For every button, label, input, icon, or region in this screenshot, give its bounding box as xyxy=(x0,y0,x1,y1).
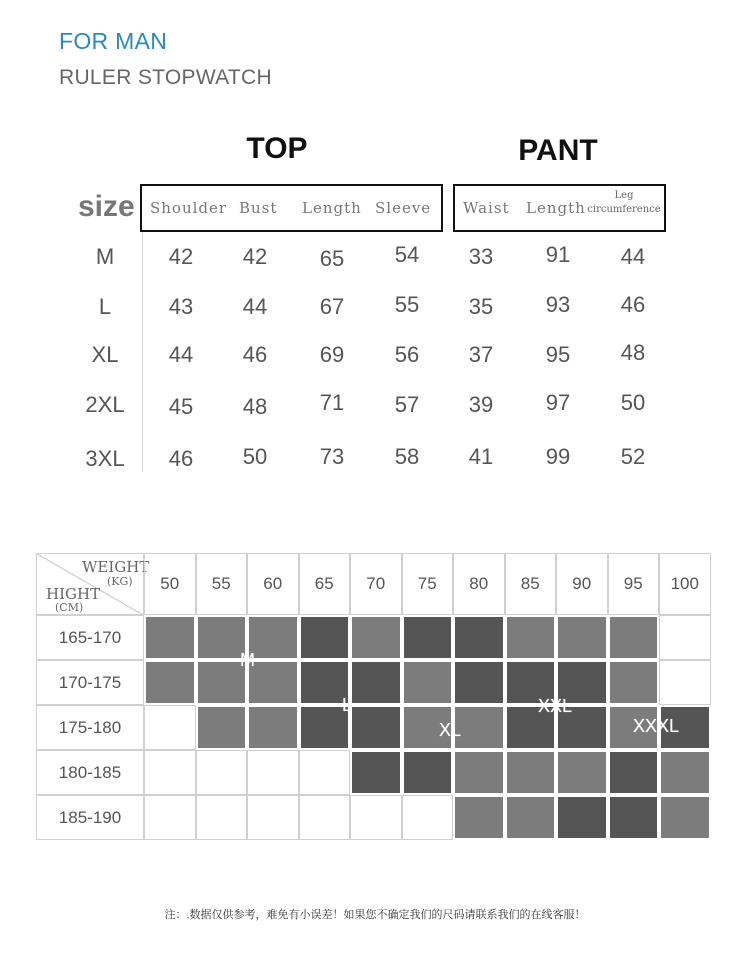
zone-label: XXXL xyxy=(633,716,680,736)
empty-cell xyxy=(659,615,711,660)
weight-header: 60 xyxy=(247,553,299,615)
leg-circumference-value: 52 xyxy=(620,444,646,469)
weight-header: 65 xyxy=(299,553,351,615)
pant-length-value: 91 xyxy=(545,242,571,267)
top-section-title: TOP xyxy=(246,132,308,165)
empty-cell xyxy=(402,795,454,840)
zone-label: M xyxy=(240,650,255,670)
size-zone-cell xyxy=(608,750,660,795)
sleeve-value: 58 xyxy=(394,444,420,469)
shoulder-value: 44 xyxy=(168,342,194,367)
brand-subtitle: RULER STOPWATCH xyxy=(59,66,272,89)
size-column-divider xyxy=(142,232,143,472)
empty-cell xyxy=(247,795,299,840)
size-zone-cell xyxy=(659,795,711,840)
shoulder-value: 45 xyxy=(168,394,194,419)
size-zone-cell xyxy=(556,615,608,660)
weight-header: 90 xyxy=(556,553,608,615)
size-zone-cell xyxy=(144,615,196,660)
size-zone-cell xyxy=(350,750,402,795)
waist-value: 37 xyxy=(468,342,494,367)
size-zone-cell xyxy=(299,615,351,660)
size-cell: L xyxy=(98,294,112,319)
leg-circumference-value: 46 xyxy=(620,292,646,317)
header-leg-circumference xyxy=(584,189,664,217)
size-zone-cell xyxy=(505,750,557,795)
header-leg-line1: Leg xyxy=(614,190,634,201)
size-zone-cell xyxy=(247,705,299,750)
header-pant-length: Length xyxy=(526,199,586,217)
size-zone-cell xyxy=(556,795,608,840)
weight-header: 85 xyxy=(505,553,557,615)
length-value: 69 xyxy=(319,342,345,367)
size-zone-cell xyxy=(659,750,711,795)
size-zone-cell xyxy=(453,615,505,660)
shoulder-value: 46 xyxy=(168,446,194,471)
size-zone-cell xyxy=(402,660,454,705)
height-header: 165-170 xyxy=(36,615,144,660)
waist-value: 35 xyxy=(468,294,494,319)
bust-value: 48 xyxy=(242,394,268,419)
bust-value: 46 xyxy=(242,342,268,367)
footnote: 注：.数据仅供参考，难免有小误差！如果您不确定我们的尺码请联系我们的在线客服！ xyxy=(164,909,586,921)
sleeve-value: 54 xyxy=(394,242,420,267)
empty-cell xyxy=(299,750,351,795)
size-zone-cell xyxy=(453,660,505,705)
size-cell: 2XL xyxy=(85,392,125,417)
leg-circumference-value: 50 xyxy=(620,390,646,415)
weight-header: 70 xyxy=(350,553,402,615)
size-cell: M xyxy=(95,244,115,269)
size-zone-cell xyxy=(350,660,402,705)
pant-length-value: 97 xyxy=(545,390,571,415)
header-sleeve: Sleeve xyxy=(375,199,432,217)
waist-value: 33 xyxy=(468,244,494,269)
sleeve-value: 55 xyxy=(394,292,420,317)
leg-circumference-value: 44 xyxy=(620,244,646,269)
size-zone-cell xyxy=(144,660,196,705)
empty-cell xyxy=(196,750,248,795)
header-shoulder: Shoulder xyxy=(150,199,228,217)
zone-label: XL xyxy=(439,720,462,740)
empty-cell xyxy=(144,705,196,750)
length-value: 73 xyxy=(319,444,345,469)
empty-cell xyxy=(144,795,196,840)
length-value: 67 xyxy=(319,294,345,319)
chart-corner-cell xyxy=(36,553,150,615)
size-zone-cell xyxy=(453,750,505,795)
header-bust: Bust xyxy=(239,199,278,217)
size-zone-cell xyxy=(402,750,454,795)
size-zone-cell xyxy=(556,750,608,795)
sleeve-value: 56 xyxy=(394,342,420,367)
zone-label: XXL xyxy=(538,696,573,716)
size-cell: 3XL xyxy=(85,446,125,471)
size-zone-cell xyxy=(608,795,660,840)
zone-label: L xyxy=(342,695,353,715)
pant-length-value: 99 xyxy=(545,444,571,469)
length-value: 65 xyxy=(319,246,345,271)
height-header: 185-190 xyxy=(36,795,144,840)
pant-length-value: 93 xyxy=(545,292,571,317)
weight-header: 55 xyxy=(196,553,248,615)
weight-header: 80 xyxy=(453,553,505,615)
corner-label: HIGHT xyxy=(46,585,101,603)
corner-label: (CM) xyxy=(55,601,84,614)
empty-cell xyxy=(196,795,248,840)
bust-value: 50 xyxy=(242,444,268,469)
size-zone-cell xyxy=(350,615,402,660)
empty-cell xyxy=(659,660,711,705)
shoulder-value: 43 xyxy=(168,294,194,319)
weight-header: 50 xyxy=(144,553,196,615)
weight-header: 75 xyxy=(402,553,454,615)
bust-value: 42 xyxy=(242,244,268,269)
size-zone-cell xyxy=(196,705,248,750)
waist-value: 39 xyxy=(468,392,494,417)
empty-cell xyxy=(299,795,351,840)
leg-circumference-value: 48 xyxy=(620,340,646,365)
header-leg-line2: circumference xyxy=(587,204,661,215)
pant-length-value: 95 xyxy=(545,342,571,367)
size-zone-cell xyxy=(453,795,505,840)
size-zone-cell xyxy=(608,660,660,705)
header-waist: Waist xyxy=(463,199,510,217)
empty-cell xyxy=(144,750,196,795)
empty-cell xyxy=(247,750,299,795)
shoulder-value: 42 xyxy=(168,244,194,269)
height-header: 175-180 xyxy=(36,705,144,750)
sleeve-value: 57 xyxy=(394,392,420,417)
size-zone-cell xyxy=(505,795,557,840)
size-zone-cell xyxy=(505,615,557,660)
empty-cell xyxy=(350,795,402,840)
size-column-label: size xyxy=(78,190,135,223)
header-length: Length xyxy=(302,199,362,217)
bust-value: 44 xyxy=(242,294,268,319)
pant-section-title: PANT xyxy=(518,134,598,167)
size-zone-cell xyxy=(608,615,660,660)
size-zone-cell xyxy=(402,615,454,660)
corner-label: (KG) xyxy=(107,575,133,588)
weight-header: 100 xyxy=(659,553,711,615)
size-zone-cell xyxy=(350,705,402,750)
corner-label: WEIGHT xyxy=(82,558,150,576)
height-header: 170-175 xyxy=(36,660,144,705)
size-cell: XL xyxy=(91,342,119,367)
length-value: 71 xyxy=(319,390,345,415)
brand-title: FOR MAN xyxy=(59,28,168,54)
waist-value: 41 xyxy=(468,444,494,469)
height-header: 180-185 xyxy=(36,750,144,795)
weight-header: 95 xyxy=(608,553,660,615)
